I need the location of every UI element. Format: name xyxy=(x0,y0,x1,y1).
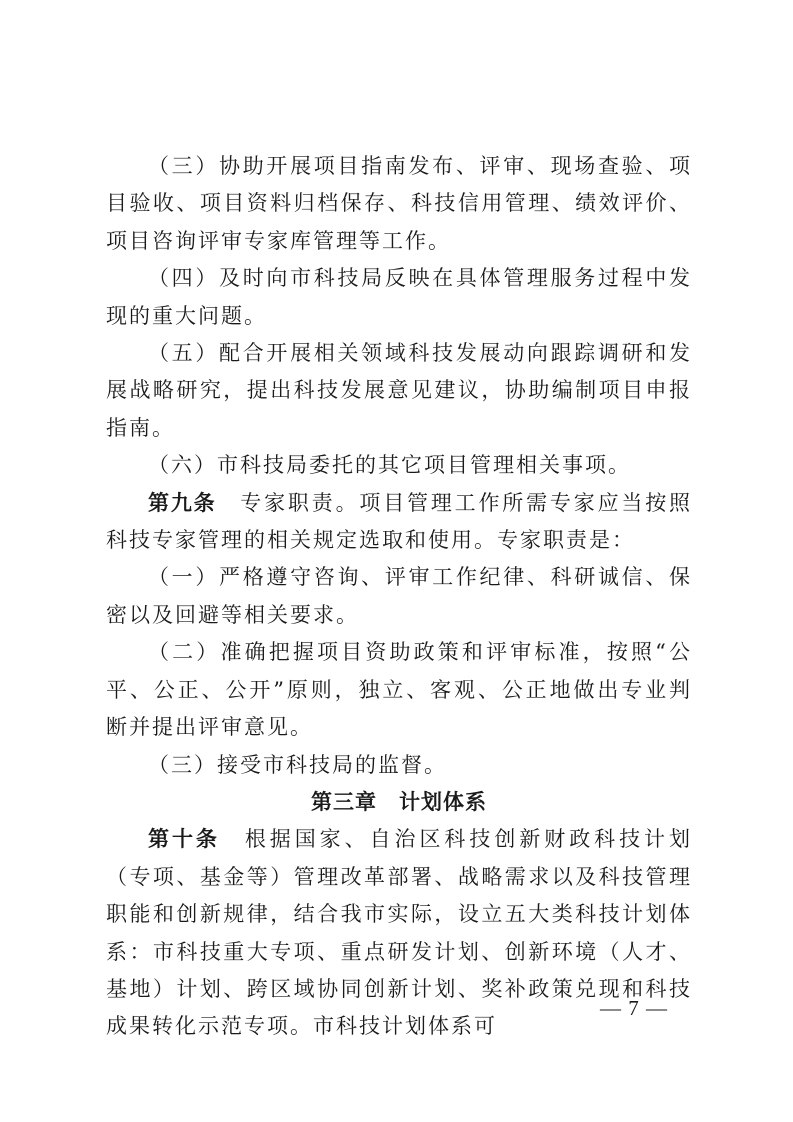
article-10-text: 根据国家、自治区科技创新财政科技计划（专项、基金等）管理改革部署、战略需求以及科技管理职能和创新规律，结合我市实际，设立五大类科技计划体系：市科技重大专项、重点研发计划、创新环境（人才、基地）计划、跨区域协同创新计划、奖补政策兑现和科技成果转化示范专项。市科技计划体系可 xyxy=(106,827,693,1039)
article-9-text: 专家职责。项目管理工作所需专家应当按照科技专家管理的相关规定选取和使用。专家职责是： xyxy=(106,490,693,553)
paragraph-item-3: （三）协助开展项目指南发布、评审、现场查验、项目验收、项目资料归档保存、科技信用管理、绩效评价、项目咨询评审专家库管理等工作。 xyxy=(106,154,692,253)
article-10-heading: 第十条 xyxy=(148,827,220,852)
article-9-heading: 第九条 xyxy=(148,490,217,515)
document-body xyxy=(106,148,692,1046)
article-9 xyxy=(106,485,692,560)
page-number: — 7 — xyxy=(600,996,668,1020)
paragraph-item-5: （五）配合开展相关领域科技发展动向跟踪调研和发展战略研究，提出科技发展意见建议，协助编制项目申报指南。 xyxy=(106,341,692,440)
chapter-title: 第三章 计划体系 xyxy=(311,789,487,814)
expert-duty-2: （二）准确把握项目资助政策和评审标准，按照“公平、公正、公开”原则，独立、客观、公正地做出专业判断并提出评审意见。 xyxy=(106,640,692,740)
paragraph-item-6: （六）市科技局委托的其它项目管理相关事项。 xyxy=(148,453,631,478)
expert-duty-3: （三）接受市科技局的监督。 xyxy=(148,752,447,777)
paragraph-item-4: （四）及时向市科技局反映在具体管理服务过程中发现的重大问题。 xyxy=(106,266,692,328)
expert-duty-1: （一）严格遵守咨询、评审工作纪律、科研诚信、保密以及回避等相关要求。 xyxy=(106,565,692,627)
